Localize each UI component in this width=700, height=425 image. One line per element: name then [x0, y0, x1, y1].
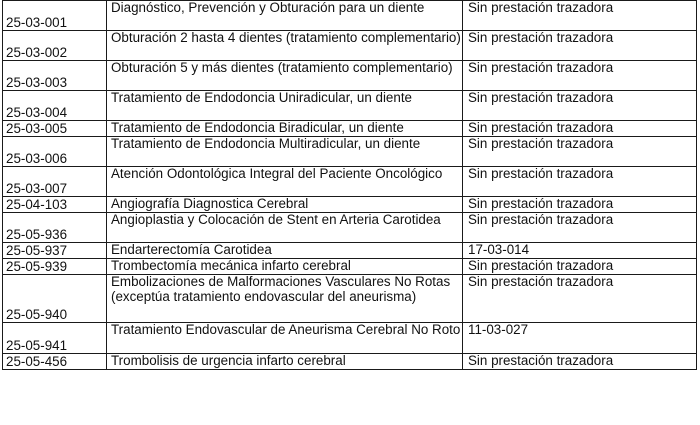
- description-cell: Angiografía Diagnostica Cerebral: [107, 197, 463, 213]
- table-row: [3, 1, 697, 31]
- table-row: [3, 167, 697, 197]
- code-cell: 25-04-103: [3, 197, 107, 213]
- description-cell: Obturación 5 y más dientes (tratamiento complementario): [107, 61, 463, 91]
- tracer-cell: Sin prestación trazadora: [463, 275, 697, 323]
- table-row: [3, 91, 697, 121]
- code-cell: 25-05-941: [3, 323, 107, 354]
- table-row: [3, 354, 697, 370]
- table-row: [3, 61, 697, 91]
- tracer-cell: Sin prestación trazadora: [463, 354, 697, 370]
- description-cell: Angioplastia y Colocación de Stent en Arteria Carotidea: [107, 213, 463, 243]
- benefits-table: [2, 0, 697, 370]
- table-row: [3, 137, 697, 167]
- code-cell: 25-03-006: [3, 137, 107, 167]
- code-cell: 25-03-001: [3, 1, 107, 31]
- tracer-cell: Sin prestación trazadora: [463, 167, 697, 197]
- description-cell: Tratamiento de Endodoncia Uniradicular, un diente: [107, 91, 463, 121]
- table-row: [3, 121, 697, 137]
- code-cell: 25-03-002: [3, 31, 107, 61]
- code-cell: 25-05-940: [3, 275, 107, 323]
- tracer-cell: Sin prestación trazadora: [463, 137, 697, 167]
- description-cell: Embolizaciones de Malformaciones Vasculares No Rotas (exceptúa tratamiento endovascular del aneurisma): [107, 275, 463, 323]
- description-cell: Obturación 2 hasta 4 dientes (tratamiento complementario): [107, 31, 463, 61]
- code-cell: 25-05-937: [3, 243, 107, 259]
- table-body: [3, 1, 697, 370]
- tracer-cell: Sin prestación trazadora: [463, 61, 697, 91]
- description-cell: Trombectomía mecánica infarto cerebral: [107, 259, 463, 275]
- code-cell: 25-03-004: [3, 91, 107, 121]
- description-cell: Diagnóstico, Prevención y Obturación para un diente: [107, 1, 463, 31]
- code-cell: 25-03-007: [3, 167, 107, 197]
- table-row: [3, 197, 697, 213]
- description-cell: Tratamiento Endovascular de Aneurisma Cerebral No Roto: [107, 323, 463, 354]
- code-cell: 25-03-005: [3, 121, 107, 137]
- description-cell: Tratamiento de Endodoncia Biradicular, un diente: [107, 121, 463, 137]
- tracer-cell: Sin prestación trazadora: [463, 197, 697, 213]
- code-cell: 25-05-936: [3, 213, 107, 243]
- code-cell: 25-05-456: [3, 354, 107, 370]
- table-row: [3, 31, 697, 61]
- tracer-cell: Sin prestación trazadora: [463, 1, 697, 31]
- code-cell: 25-03-003: [3, 61, 107, 91]
- code-cell: 25-05-939: [3, 259, 107, 275]
- tracer-cell: Sin prestación trazadora: [463, 31, 697, 61]
- description-cell: Trombolisis de urgencia infarto cerebral: [107, 354, 463, 370]
- tracer-cell: Sin prestación trazadora: [463, 259, 697, 275]
- table-row: [3, 243, 697, 259]
- table-row: [3, 275, 697, 323]
- description-cell: Endarterectomía Carotidea: [107, 243, 463, 259]
- tracer-cell: 17-03-014: [463, 243, 697, 259]
- table-row: [3, 323, 697, 354]
- description-cell: Tratamiento de Endodoncia Multiradicular, un diente: [107, 137, 463, 167]
- tracer-cell: 11-03-027: [463, 323, 697, 354]
- table-row: [3, 213, 697, 243]
- tracer-cell: Sin prestación trazadora: [463, 91, 697, 121]
- tracer-cell: Sin prestación trazadora: [463, 213, 697, 243]
- table-row: [3, 259, 697, 275]
- tracer-cell: Sin prestación trazadora: [463, 121, 697, 137]
- description-cell: Atención Odontológica Integral del Paciente Oncológico: [107, 167, 463, 197]
